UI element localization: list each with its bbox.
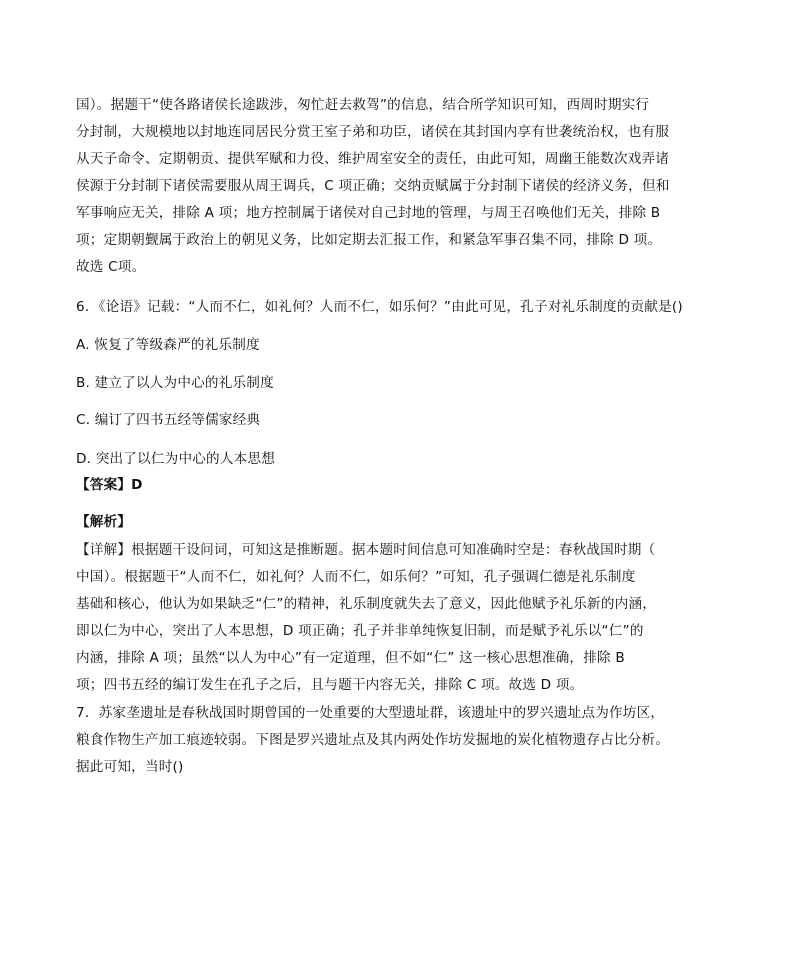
analysis-line: 中国）。根据题干“人而不仁，如礼何？人而不仁，如乐何？”可知，孔子强调仁德是礼乐制度	[76, 569, 636, 585]
text-line: 国）。据题干“使各路诸侯长途跋涉，匆忙赶去救驾”的信息，结合所学知识可知，西周时期实行	[76, 97, 650, 113]
analysis-line: 内涵，排除 A 项；虽然“以人为中心”有一定道理，但不如“仁” 这一核心思想准确，排除 B	[76, 650, 625, 666]
text-line: 分封制，大规模地以封地连同居民分赏王室子弟和功臣，诸侯在其封国内享有世袭统治权，也有服	[76, 124, 670, 140]
analysis-line: 即以仁为中心，突出了人本思想，D 项正确；孔子并非单纯恢复旧制，而是赋予礼乐以“仁”的	[76, 623, 644, 639]
question-6-stem: 6．《论语》记载：“人而不仁，如礼何？人而不仁，如乐何？”由此可见，孔子对礼乐制度的贡献是()	[76, 299, 683, 315]
text-line: 军事响应无关，排除 A 项；地方控制属于诸侯对自己封地的管理，与周王召唤他们无关，排除 B	[76, 205, 661, 221]
analysis-line: 基础和核心，他认为如果缺乏“仁”的精神，礼乐制度就失去了意义，因此他赋予礼乐新的内涵，	[76, 596, 657, 612]
question-7-line: 据此可知，当时()	[76, 759, 184, 775]
text-line: 故选 C项。	[76, 259, 146, 275]
text-line: 项；定期朝觐属于政治上的朝见义务，比如定期去汇报工作，和紧急军事召集不同，排除 D 项。	[76, 232, 662, 248]
question-7-line: 粮食作物生产加工痕迹较弱。下图是罗兴遗址点及其内两处作坊发掘地的炭化植物遗存占比分析。	[76, 732, 670, 748]
option-d: D. 突出了以仁为中心的人本思想	[76, 451, 276, 467]
analysis-line: 项；四书五经的编订发生在孔子之后，且与题干内容无关，排除 C 项。故选 D 项。	[76, 677, 584, 693]
question-7-line: 7．苏家垄遗址是春秋战国时期曾国的一处重要的大型遗址群，该遗址中的罗兴遗址点为作坊区，	[76, 705, 665, 721]
text-line: 从天子命令、定期朝贡、提供军赋和力役、维护周室安全的责任，由此可知，周幽王能数次戏弄诸	[76, 151, 670, 167]
option-b: B. 建立了以人为中心的礼乐制度	[76, 375, 274, 391]
option-c: C. 编订了四书五经等儒家经典	[76, 412, 261, 428]
analysis-heading: 【解析】	[76, 514, 132, 530]
text-line: 侯源于分封制下诸侯需要服从周王调兵，C 项正确；交纳贡赋属于分封制下诸侯的经济义务，但和	[76, 178, 670, 194]
answer-line: 【答案】D	[76, 477, 143, 493]
option-a: A. 恢复了等级森严的礼乐制度	[76, 337, 260, 353]
analysis-line: 【详解】根据题干设问词，可知这是推断题。据本题时间信息可知准确时空是：春秋战国时期（	[76, 542, 656, 558]
